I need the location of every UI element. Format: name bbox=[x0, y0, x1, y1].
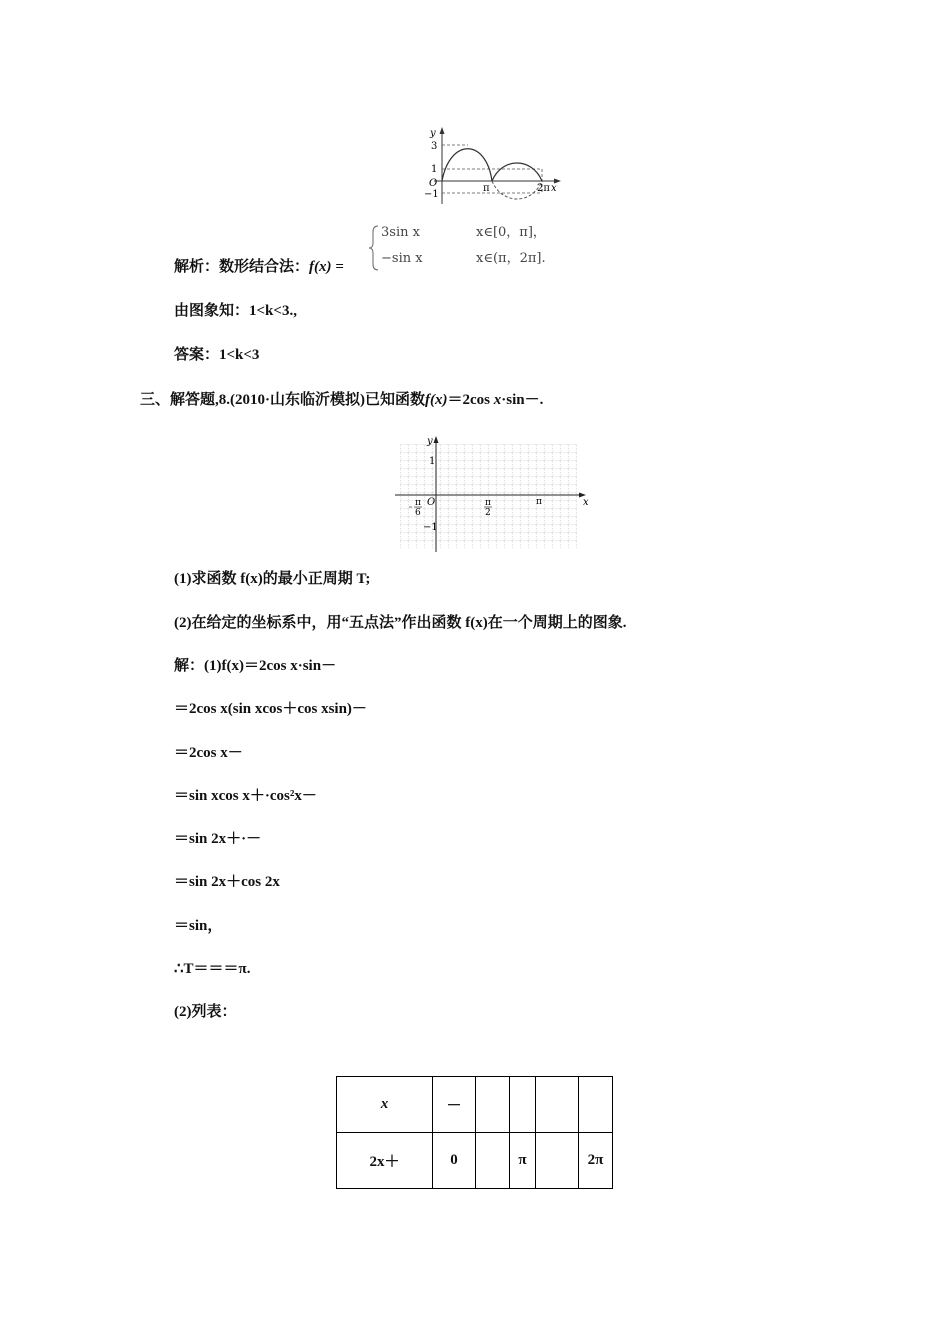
table-cell: 0 bbox=[433, 1133, 476, 1189]
graph1-y-label: y bbox=[430, 128, 436, 139]
solution-line-9: (2)列表： bbox=[174, 1004, 237, 1020]
problem-body: ＝2cos bbox=[447, 392, 490, 408]
piecewise-brace bbox=[368, 224, 380, 272]
graph2-tick-neg1: −1 bbox=[423, 522, 438, 533]
graph1-tick-2pi: 2π bbox=[537, 183, 550, 194]
graph2-tick-pi2-num: π bbox=[485, 498, 491, 508]
table-cell bbox=[536, 1077, 579, 1133]
analysis-label: 解析：数形结合法： bbox=[174, 259, 310, 275]
problem-statement bbox=[140, 391, 543, 409]
table-cell: π bbox=[510, 1133, 536, 1189]
table-cell bbox=[536, 1133, 579, 1189]
graph1-origin: O bbox=[429, 178, 438, 189]
five-point-table bbox=[336, 1076, 613, 1189]
table-cell: － bbox=[433, 1077, 476, 1133]
graph1-tick-neg1: −1 bbox=[424, 189, 439, 200]
solution-line-7: ＝sin， bbox=[174, 918, 223, 934]
table-cell bbox=[476, 1077, 510, 1133]
table-cell: 2π bbox=[579, 1133, 613, 1189]
table-cell bbox=[579, 1077, 613, 1133]
graph2-tick-neg-pi6-num: π bbox=[415, 498, 421, 508]
analysis-fx: f(x) = bbox=[309, 259, 344, 275]
curve-3sinx bbox=[442, 149, 492, 181]
graph1-tick-pi: π bbox=[483, 183, 490, 194]
problem-fx: f(x) bbox=[425, 392, 448, 408]
solution-line-3: ＝2cos x－ bbox=[174, 745, 243, 761]
question-1: (1)求函数 f(x)的最小正周期 T; bbox=[174, 571, 371, 587]
graph1-tick-1: 1 bbox=[431, 164, 438, 175]
graph2-y-label: y bbox=[427, 436, 433, 447]
problem-tail: ·sin－. bbox=[501, 392, 544, 408]
graph2-tick-1: 1 bbox=[429, 456, 436, 467]
table-cell bbox=[476, 1133, 510, 1189]
solution-line-8: ∴T＝＝＝π. bbox=[174, 961, 251, 977]
graph2-tick-pi2-den: 2 bbox=[485, 508, 491, 518]
answer-line: 答案：1<k<3 bbox=[174, 347, 260, 363]
grid-coordinate-system bbox=[392, 434, 592, 554]
curve-neg-sinx bbox=[492, 163, 542, 181]
table-cell bbox=[510, 1077, 536, 1133]
question-2: (2)在给定的坐标系中，用“五点法”作出函数 f(x)在一个周期上的图象. bbox=[174, 615, 627, 631]
piecewise-function-graph bbox=[420, 124, 565, 210]
solution-line-5: ＝sin 2x＋·－ bbox=[174, 831, 262, 847]
analysis-line bbox=[174, 258, 344, 276]
graph-conclusion: 由图象知：1<k<3., bbox=[174, 303, 297, 319]
problem-prefix: 三、解答题,8.(2010·山东临沂模拟)已知函数 bbox=[140, 392, 425, 408]
solution-line-4: ＝sin xcos x＋·cos²x－ bbox=[174, 788, 317, 804]
solution-line-1: 解：(1)f(x)＝2cos x·sin－ bbox=[174, 658, 337, 674]
solution-line-6: ＝sin 2x＋cos 2x bbox=[174, 874, 280, 890]
solution-line-2: ＝2cos x(sin xcos＋cos xsin)－ bbox=[174, 701, 367, 717]
problem-x: x bbox=[493, 392, 502, 408]
table-row bbox=[337, 1133, 613, 1189]
graph2-tick-neg-pi6-den: 6 bbox=[415, 508, 421, 518]
case1-expr: 3sin x bbox=[381, 225, 420, 240]
curve-sinx-dashed bbox=[492, 181, 542, 199]
table-row bbox=[337, 1077, 613, 1133]
graph1-x-label: x bbox=[551, 183, 557, 194]
graph2-origin: O bbox=[427, 497, 436, 508]
case2-expr: −sin x bbox=[381, 251, 423, 266]
graph1-tick-3: 3 bbox=[431, 141, 438, 152]
case2-domain: x∈(π，2π]. bbox=[476, 251, 546, 266]
case1-domain: x∈[0，π]， bbox=[476, 225, 546, 240]
table-cell: 2x＋ bbox=[337, 1133, 433, 1189]
graph2-tick-pi: π bbox=[536, 497, 542, 507]
graph2-x-label: x bbox=[583, 497, 589, 508]
table-cell: x bbox=[337, 1077, 433, 1133]
